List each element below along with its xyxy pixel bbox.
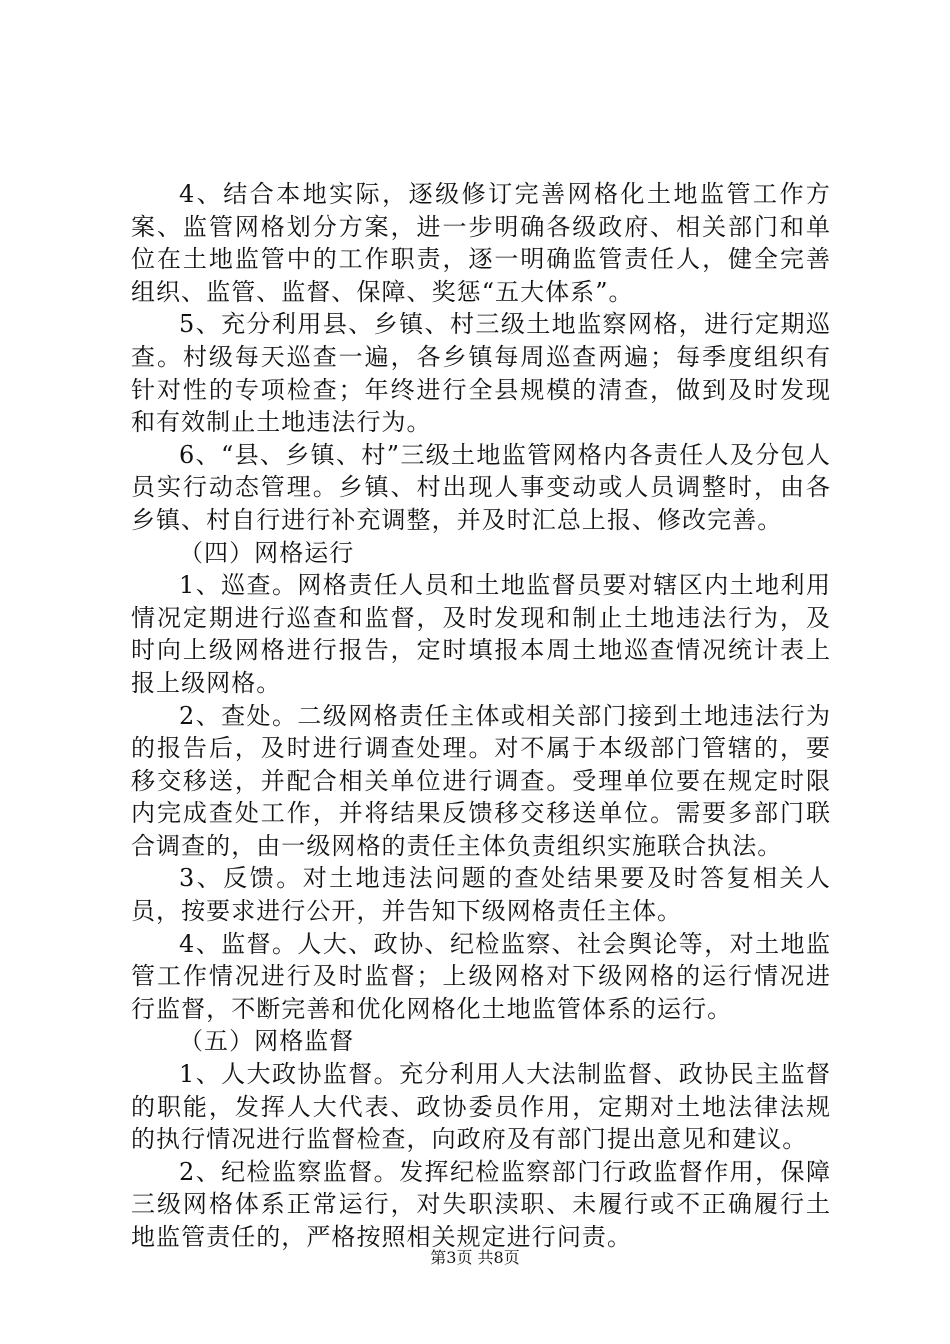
page-number: 第3页 共8页 <box>430 1248 520 1267</box>
paragraph: 1、人大政协监督。充分利用人大法制监督、政协民主监督的职能，发挥人大代表、政协委员作用，定期对土地法律法规的执行情况进行监督检查，向政府及有部门提出意见和建议。 <box>131 1060 831 1154</box>
section-heading: （四）网格运行 <box>179 538 355 567</box>
paragraph: 5、充分利用县、乡镇、村三级土地监察网格，进行定期巡查。村级每天巡查一遍，各乡镇每周巡查两遍；每季度组织有针对性的专项检查；年终进行全县规模的清查，做到及时发现和有效制止土地违法行为。 <box>131 310 831 437</box>
paragraph: 2、纪检监察监督。发挥纪检监察部门行政监督作用，保障三级网格体系正常运行，对失职渎职、未履行或不正确履行土地监管责任的，严格按照相关规定进行问责。 <box>131 1157 831 1251</box>
document-body <box>131 178 831 1254</box>
paragraph: 1、巡查。网格责任人员和土地监督员要对辖区内土地利用情况定期进行巡查和监督，及时发现和制止土地违法行为，及时向上级网格进行报告，定时填报本周土地巡查情况统计表上报上级网格。 <box>131 571 831 697</box>
paragraph: 3、反馈。对土地违法问题的查处结果要及时答复相关人员，按要求进行公开，并告知下级网格责任主体。 <box>131 864 831 926</box>
paragraph: 4、结合本地实际，逐级修订完善网格化土地监管工作方案、监管网格划分方案，进一步明确各级政府、相关部门和单位在土地监管中的工作职责，逐一明确监管责任人，健全完善组织、监管、监督、保障、奖惩“五大体系”。 <box>131 180 831 306</box>
paragraph: 2、查处。二级网格责任主体或相关部门接到土地违法行为的报告后，及时进行调查处理。对不属于本级部门管辖的，要移交移送，并配合相关单位进行调查。受理单位要在规定时限内完成查处工作，并将结果反馈移交移送单位。需要多部门联合调查的，由一级网格的责任主体负责组织实施联合执法。 <box>131 701 831 860</box>
paragraph: 4、监督。人大、政协、纪检监察、社会舆论等，对土地监管工作情况进行及时监督；上级网格对下级网格的运行情况进行监督，不断完善和优化网格化土地监管体系的运行。 <box>131 929 831 1023</box>
section-heading: （五）网格监督 <box>179 1027 355 1056</box>
paragraph: 6、“县、乡镇、村”三级土地监管网格内各责任人及分包人员实行动态管理。乡镇、村出现人事变动或人员调整时，由各乡镇、村自行进行补充调整，并及时汇总上报、修改完善。 <box>131 440 831 534</box>
